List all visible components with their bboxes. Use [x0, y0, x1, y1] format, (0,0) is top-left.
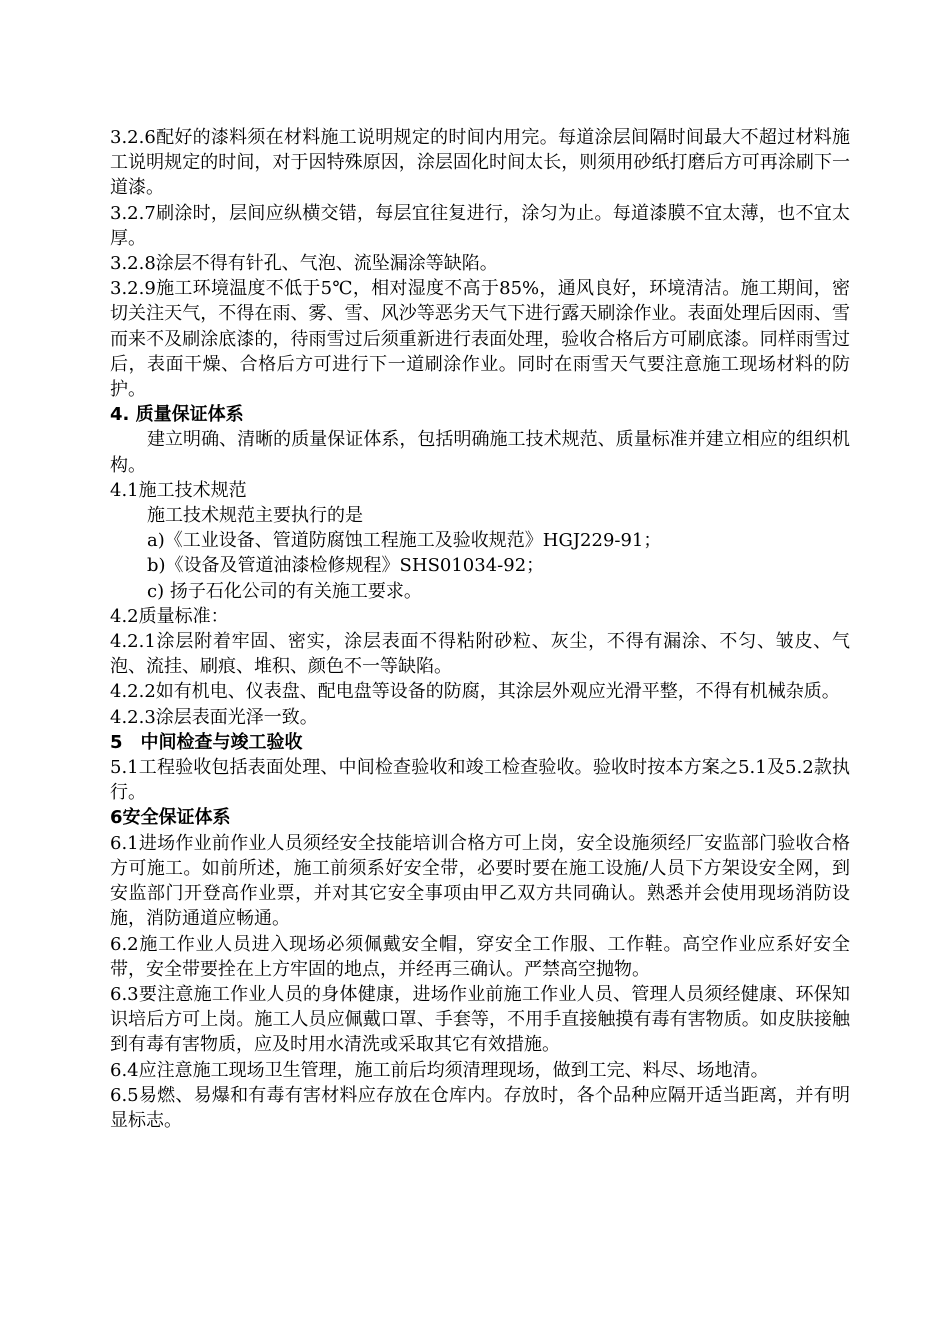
clause-3-2-9: 3.2.9施工环境温度不低于5℃，相对湿度不高于85%，通风良好，环境清洁。施工期间，密切关注天气，不得在雨、雾、雪、风沙等恶劣天气下进行露天刷涂作业。表面处理后因雨、雪而来不及刷涂底漆的，待雨雪过后须重新进行表面处理，验收合格后方可刷底漆。同样雨雪过后，表面干燥、合格后方可进行下一道刷涂作业。同时在雨雪天气要注意施工现场材料的防护。	[110, 278, 850, 401]
clause-4-1-intro: 施工技术规范主要执行的是	[147, 505, 363, 527]
clause-6-5: 6.5易燃、易爆和有毒有害材料应存放在仓库内。存放时，各个品种应隔开适当距离，并有明显标志。	[110, 1084, 850, 1131]
clause-6-1: 6.1进场作业前作业人员须经安全技能培训合格方可上岗，安全设施须经厂安监部门验收合格方可施工。如前所述，施工前须系好安全带，必要时要在施工设施/人员下方架设安全网，到安监部门开登高作业票，并对其它安全事项由甲乙双方共同确认。熟悉并会使用现场消防设施，消防通道应畅通。	[110, 832, 850, 930]
clause-4-2-2: 4.2.2如有机电、仪表盘、配电盘等设备的防腐，其涂层外观应光滑平整，不得有机械杂质。	[110, 681, 840, 703]
document-page	[110, 125, 850, 1133]
section-4-intro: 建立明确、清晰的质量保证体系，包括明确施工技术规范、质量标准并建立相应的组织机构。	[110, 429, 850, 476]
clause-4-1-item-b: b)《设备及管道油漆检修规程》SHS01034-92；	[147, 555, 545, 577]
clause-3-2-7: 3.2.7刷涂时，层间应纵横交错，每层宜往复进行，涂匀为止。每道漆膜不宜太薄，也不宜太厚。	[110, 202, 850, 249]
clause-3-2-6: 3.2.6配好的漆料须在材料施工说明规定的时间内用完。每道涂层间隔时间最大不超过材料施工说明规定的时间，对于因特殊原因，涂层固化时间太长，则须用砂纸打磨后方可再涂刷下一道漆。	[110, 127, 850, 199]
clause-6-2: 6.2施工作业人员进入现场必须佩戴安全帽，穿安全工作服、工作鞋。高空作业应系好安全带，安全带要拴在上方牢固的地点，并经再三确认。严禁高空抛物。	[110, 933, 850, 980]
clause-4-1-item-a: a)《工业设备、管道防腐蚀工程施工及验收规范》HGJ229-91；	[147, 530, 662, 552]
clause-4-1: 4.1施工技术规范	[110, 479, 247, 501]
clause-4-2-3: 4.2.3涂层表面光泽一致。	[110, 706, 318, 728]
section-5-heading: 5 中间检查与竣工验收	[110, 731, 303, 753]
clause-6-4: 6.4应注意施工现场卫生管理，施工前后均须清理现场，做到工完、料尽、场地清。	[110, 1059, 769, 1081]
section-6-heading: 6安全保证体系	[110, 807, 231, 829]
clause-4-2-1: 4.2.1涂层附着牢固、密实，涂层表面不得粘附砂粒、灰尘，不得有漏涂、不匀、皱皮、气泡、流挂、刷痕、堆积、颜色不一等缺陷。	[110, 631, 850, 678]
clause-5-1: 5.1工程验收包括表面处理、中间检查验收和竣工检查验收。验收时按本方案之5.1及5.2款执行。	[110, 757, 850, 804]
clause-4-2: 4.2质量标准：	[110, 605, 229, 627]
clause-3-2-8: 3.2.8涂层不得有针孔、气泡、流坠漏涂等缺陷。	[110, 253, 498, 275]
section-4-heading: 4. 质量保证体系	[110, 404, 244, 426]
clause-6-3: 6.3要注意施工作业人员的身体健康，进场作业前施工作业人员、管理人员须经健康、环保知识培后方可上岗。施工人员应佩戴口罩、手套等，不用手直接触摸有毒有害物质。如皮肤接触到有毒有害物质，应及时用水清洗或采取其它有效措施。	[110, 983, 850, 1056]
clause-4-1-item-c: c) 扬子石化公司的有关施工要求。	[147, 580, 422, 602]
